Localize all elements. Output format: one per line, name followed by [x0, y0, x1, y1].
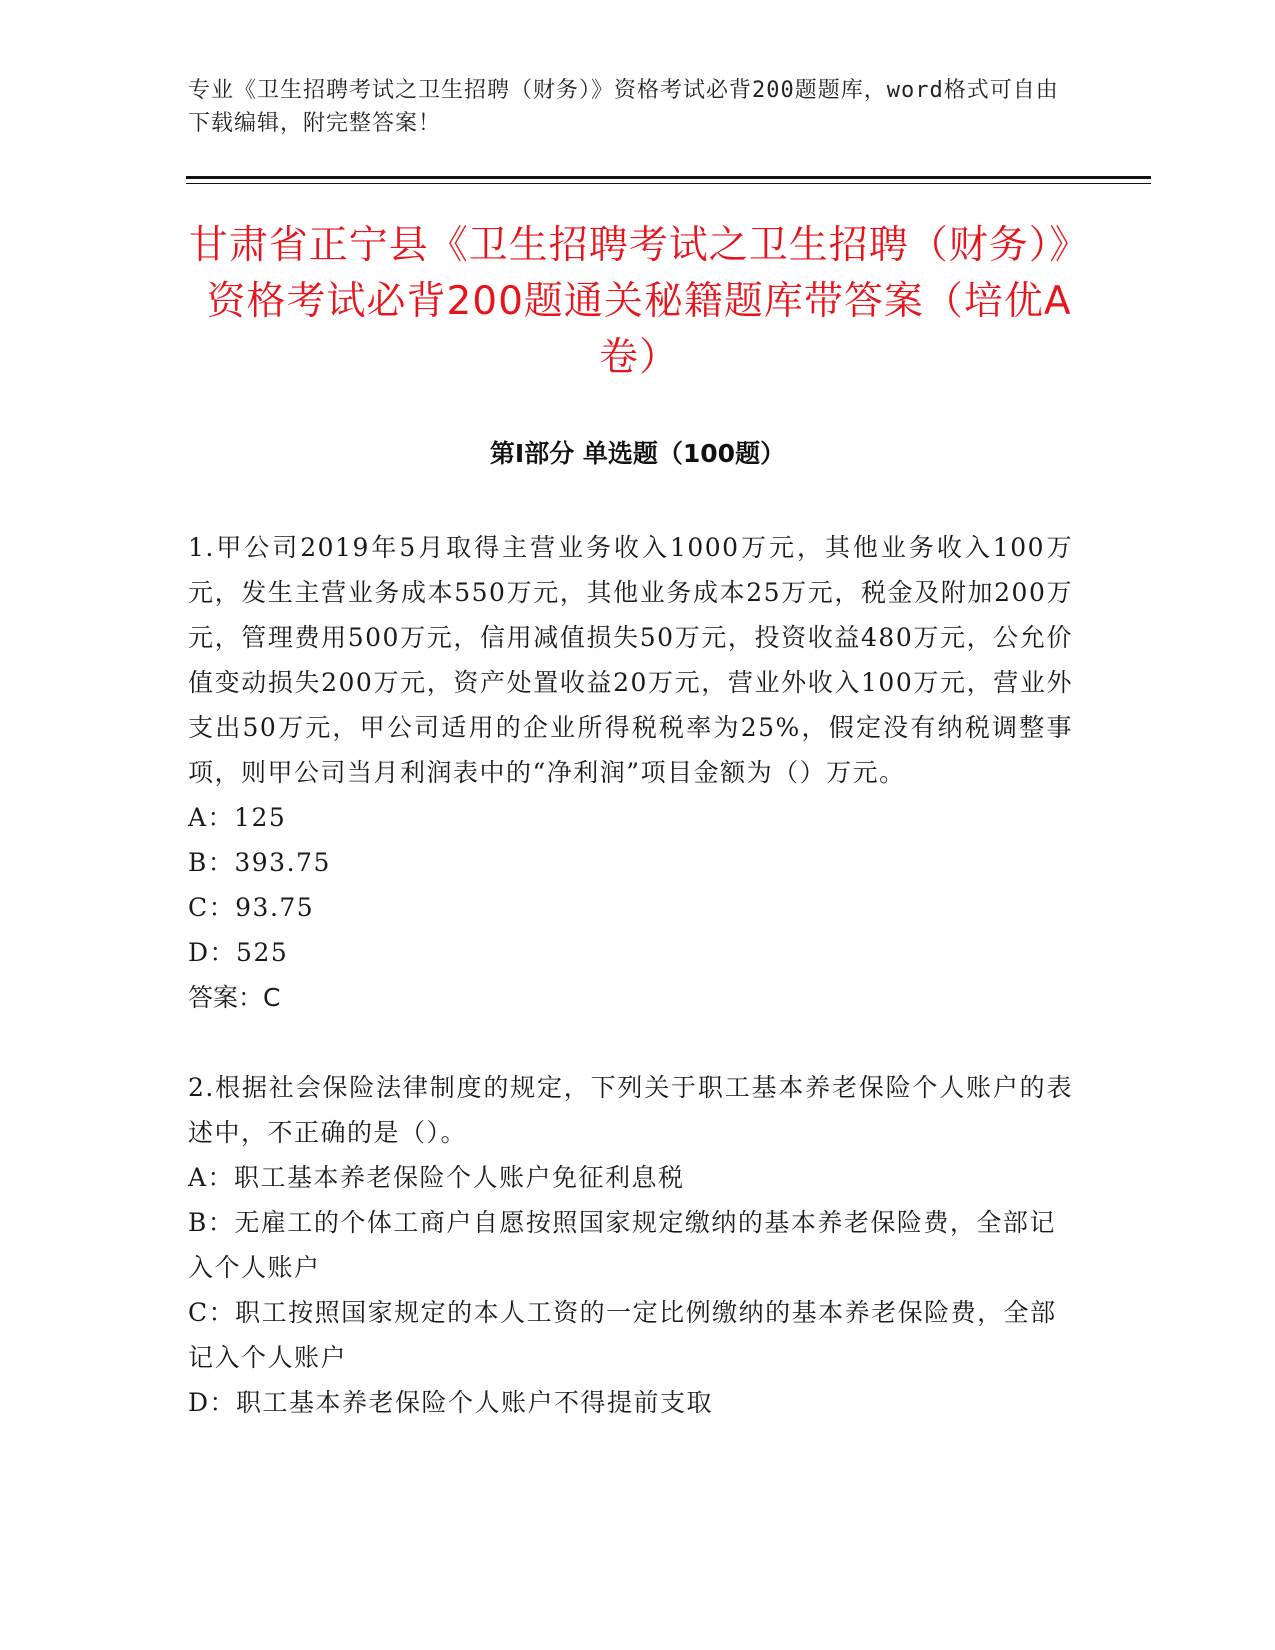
header-note: 专业《卫生招聘考试之卫生招聘（财务）》资格考试必背200题题库，word格式可自由下载编辑，附完整答案！: [188, 78, 1059, 136]
question-list: [188, 525, 1073, 1470]
question-2: [188, 1065, 1073, 1425]
header-divider-thin: [186, 183, 1151, 184]
option-d: D：525: [188, 938, 289, 967]
option-c: C：93.75: [188, 893, 315, 922]
question-stem: 1.甲公司2019年5月取得主营业务收入1000万元，其他业务收入100万元，发生主营业务成本550万元，其他业务成本25万元，税金及附加200万元，管理费用500万元，信用减值损失50万元，投资收益480万元，公允价值变动损失200万元，资产处置收益20万元，营业外收入100万元，营业外支出50万元，甲公司适用的企业所得税税率为25%，假定没有纳税调整事项，则甲公司当月利润表中的“净利润”项目金额为（）万元。: [188, 533, 1073, 787]
answer-line: 答案：C: [188, 983, 281, 1012]
section-heading: 第Ⅰ部分 单选题（100题）: [489, 439, 786, 468]
question-stem: 2.根据社会保险法律制度的规定，下列关于职工基本养老保险个人账户的表述中，不正确的是（）。: [188, 1073, 1073, 1147]
option-b: B：无雇工的个体工商户自愿按照国家规定缴纳的基本养老保险费，全部记入个人账户: [188, 1208, 1056, 1282]
option-d: D：职工基本养老保险个人账户不得提前支取: [188, 1388, 714, 1417]
option-b: B：393.75: [188, 848, 331, 877]
option-c: C：职工按照国家规定的本人工资的一定比例缴纳的基本养老保险费，全部记入个人账户: [188, 1298, 1057, 1372]
option-a: A：职工基本养老保险个人账户免征利息税: [188, 1163, 685, 1192]
option-a: A：125: [188, 803, 287, 832]
document-title: 甘肃省正宁县《卫生招聘考试之卫生招聘（财务）》资格考试必背200题通关秘籍题库带答案（培优A卷）: [188, 223, 1090, 380]
header-divider-thick: [186, 176, 1151, 179]
question-1: [188, 525, 1073, 1020]
